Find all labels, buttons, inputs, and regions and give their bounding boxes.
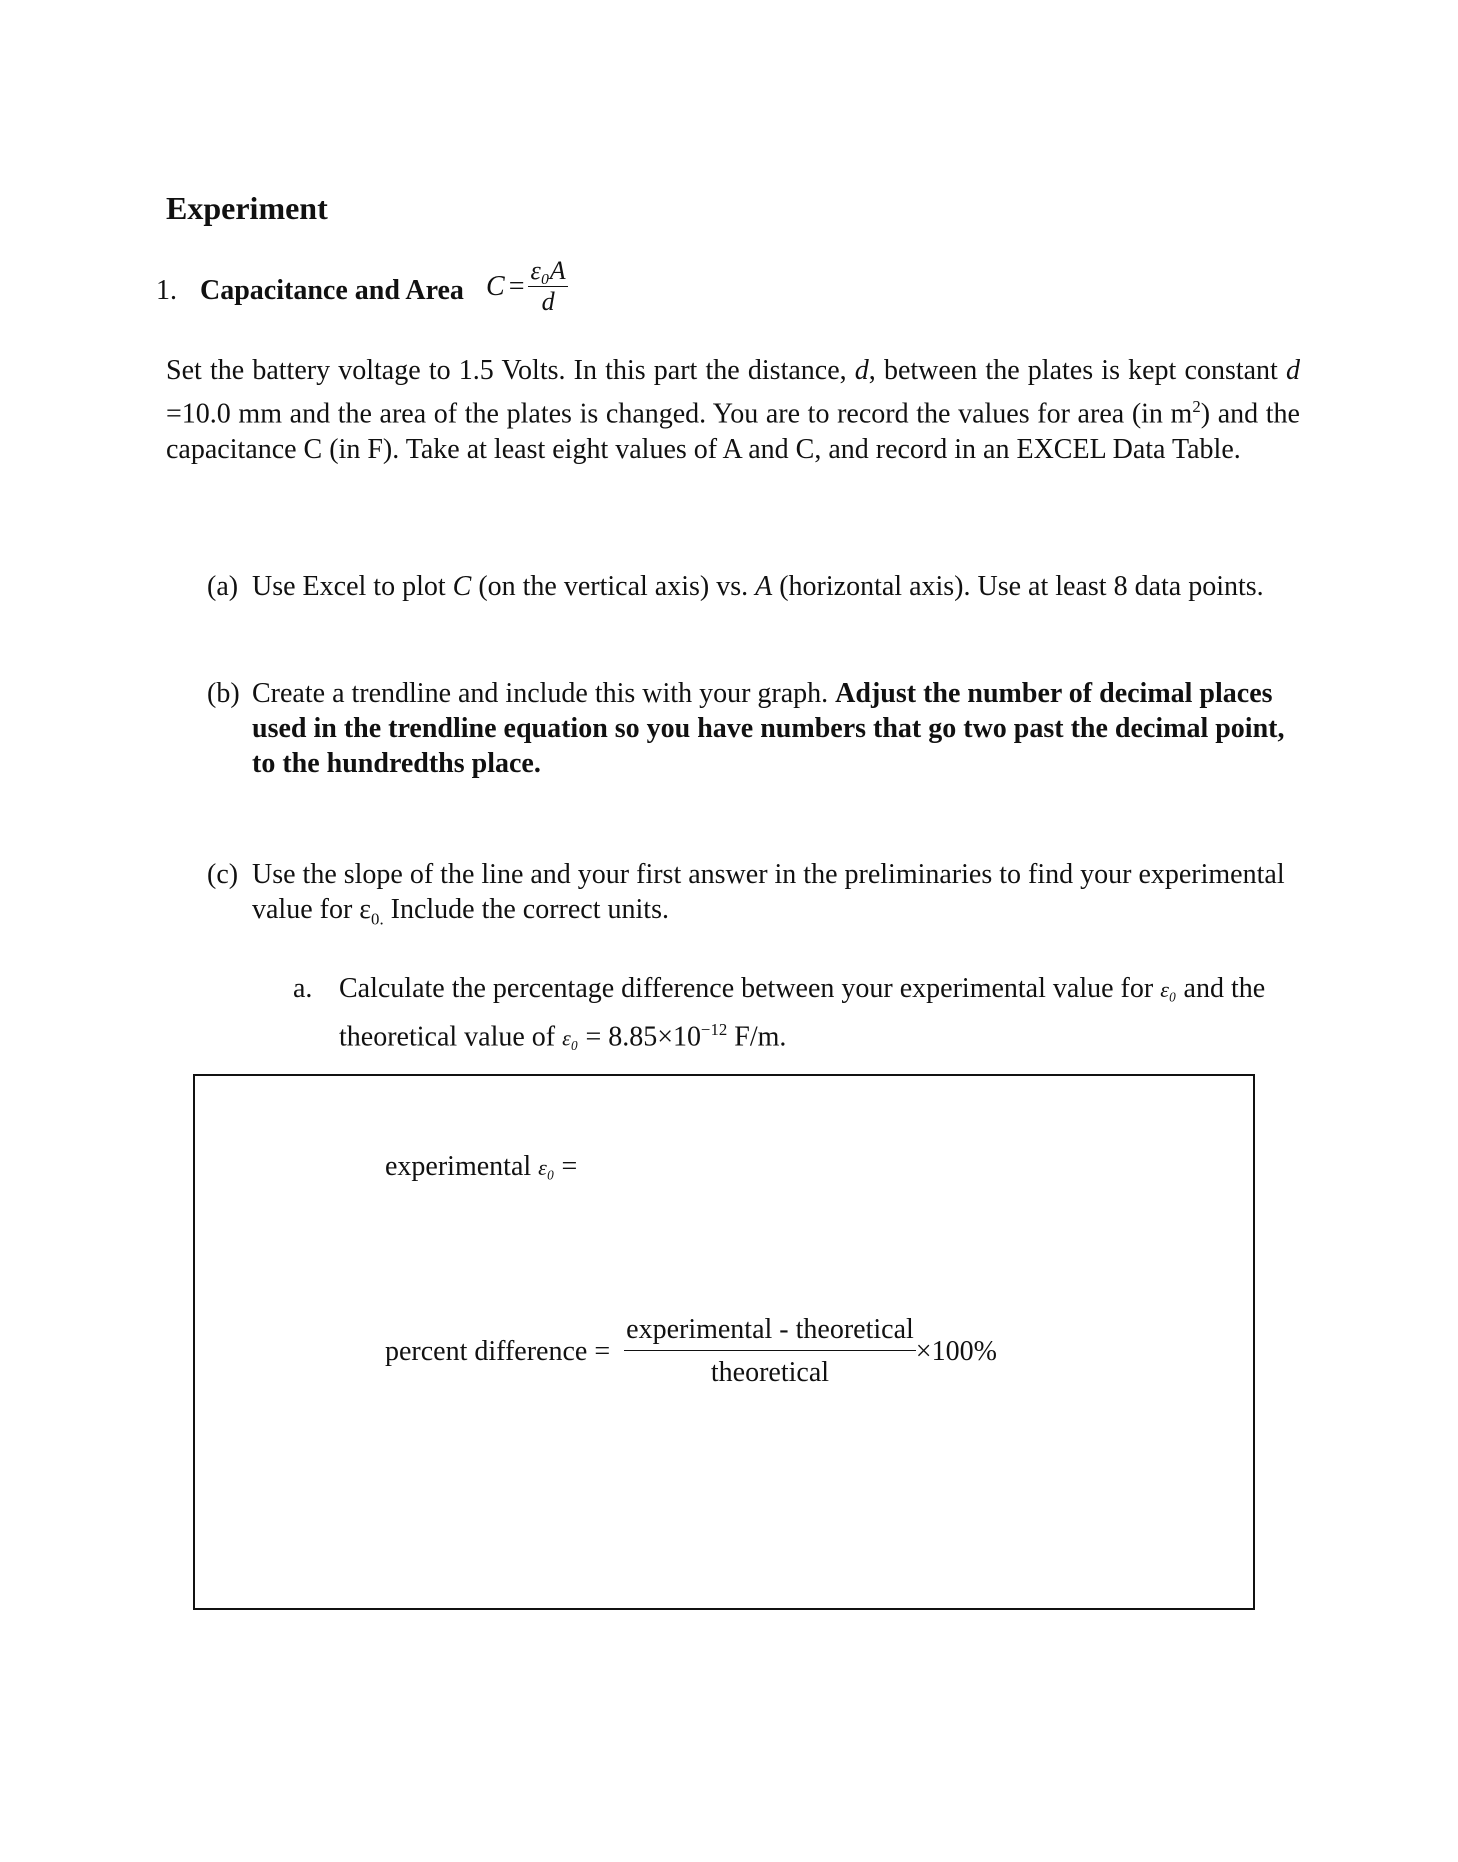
section-heading: Experiment: [166, 190, 328, 226]
percent-difference-formula: [385, 1314, 997, 1389]
formula-numerator: ε₀A: [530, 256, 566, 285]
part-c-sub-a-label: a.: [293, 973, 313, 1004]
intro-paragraph: Set the battery voltage to 1.5 Volts. In this part the distance, d, between the plates is kept constant d =10.0 mm and the area of the plates is changed. You are to record the values for area (in $m^2$) and the capacitance C (in F). Take at least eight values of A and C, and record in an EXCEL Data Table.: [166, 355, 1300, 466]
formula-fraction: [528, 256, 567, 317]
part-c-label: (c): [207, 859, 239, 890]
part-b-text: Create a trendline and include this with your graph. Adjust the number of decimal places used in the trendline equation so you have numbers that go two past the decimal point, to the hundredths place.: [252, 678, 1285, 779]
experimental-epsilon-line: experimental ε₀ =: [385, 1151, 578, 1182]
part-c-sub-a-text: Calculate the percentage difference between your experimental value for ε₀ and the theoretical value of $\varepsilon_0 = 8.85\times 10^{-12}$ F/m.: [339, 973, 1266, 1053]
formula-equals: =: [508, 270, 525, 302]
percent-denominator: theoretical: [624, 1350, 916, 1389]
percent-numerator: experimental - theoretical: [626, 1314, 914, 1345]
capacitance-formula: [486, 256, 568, 317]
formula-denominator: d: [528, 286, 567, 317]
percent-difference-label: percent difference =: [385, 1335, 611, 1367]
item-number: 1.: [156, 275, 177, 306]
part-b-label: (b): [207, 678, 240, 709]
percent-difference-fraction: [624, 1314, 916, 1389]
formula-lhs: C: [486, 270, 505, 302]
part-a-label: (a): [207, 571, 239, 602]
part-c-text: Use the slope of the line and your first answer in the preliminaries to find your experimental value for $\varepsilon_{0.}$ Include the correct units.: [252, 859, 1285, 929]
part-a-text: Use Excel to plot C (on the vertical axis) vs. A (horizontal axis). Use at least 8 data points.: [252, 571, 1264, 602]
percent-times: ×100%: [915, 1335, 997, 1367]
item-title: Capacitance and Area: [200, 275, 464, 306]
